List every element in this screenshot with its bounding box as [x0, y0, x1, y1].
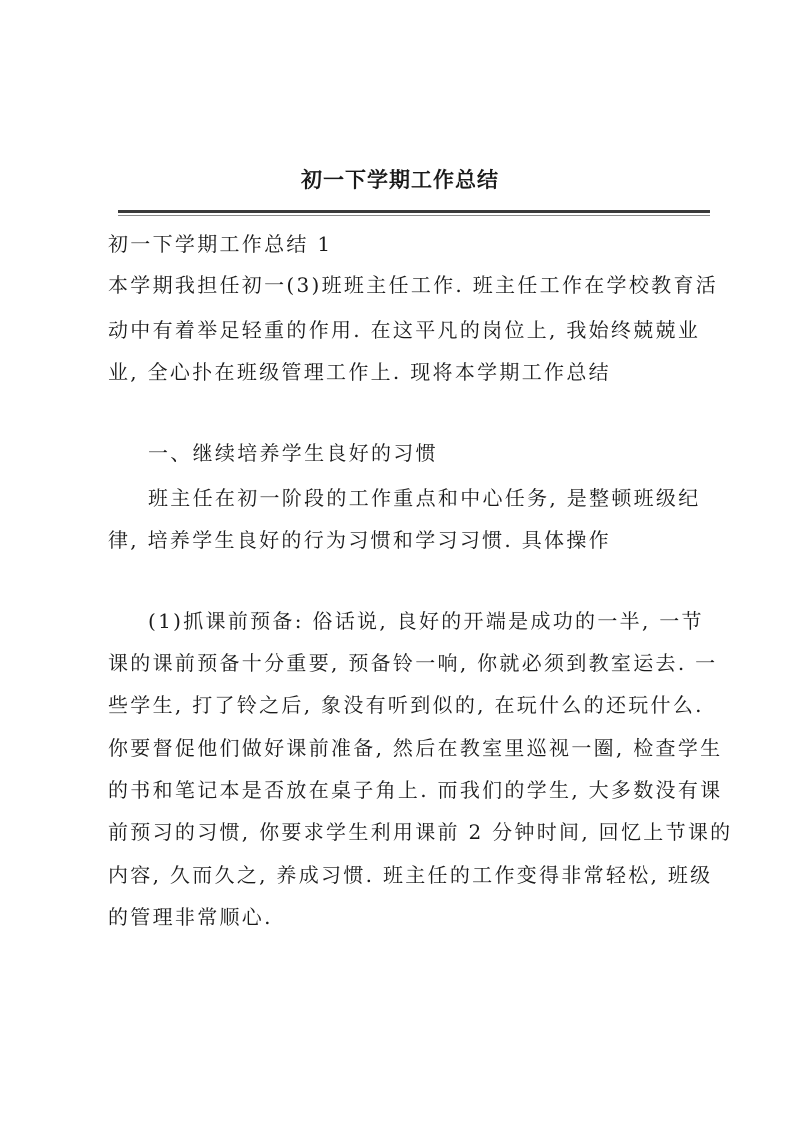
item-line: 你要督促他们做好课前准备, 然后在教室里巡视一圈, 检查学生 [108, 736, 723, 760]
section-paragraph-line: 律, 培养学生良好的行为习惯和学习习惯. 具体操作 [108, 528, 611, 552]
section-heading: 一、继续培养学生良好的习惯 [148, 441, 438, 465]
item-line: 前预习的习惯, 你要求学生利用课前 2 分钟时间, 回忆上节课的 [108, 820, 733, 844]
item-line: 的书和笔记本是否放在桌子角上. 而我们的学生, 大多数没有课 [108, 778, 723, 802]
section-subtitle: 初一下学期工作总结 1 [108, 232, 333, 256]
page-title: 初一下学期工作总结 [301, 167, 499, 192]
title-divider [118, 210, 710, 213]
item-line: 内容, 久而久之, 养成习惯. 班主任的工作变得非常轻松, 班级 [108, 863, 713, 887]
item-line: (1)抓课前预备: 俗话说, 良好的开端是成功的一半, 一节 [148, 609, 704, 633]
section-paragraph-line: 班主任在初一阶段的工作重点和中心任务, 是整顿班级纪 [148, 486, 701, 510]
intro-line: 本学期我担任初一(3)班班主任工作. 班主任工作在学校教育活 [108, 273, 719, 297]
item-line: 些学生, 打了铃之后, 象没有听到似的, 在玩什么的还玩什么. [108, 693, 704, 717]
item-line: 课的课前预备十分重要, 预备铃一响, 你就必须到教室运去. 一 [108, 651, 718, 675]
item-line: 的管理非常顺心. [108, 905, 273, 929]
intro-line: 业, 全心扑在班级管理工作上. 现将本学期工作总结 [108, 360, 611, 384]
title-divider-thin [118, 215, 710, 216]
intro-line: 动中有着举足轻重的作用. 在这平凡的岗位上, 我始终兢兢业 [108, 318, 701, 342]
